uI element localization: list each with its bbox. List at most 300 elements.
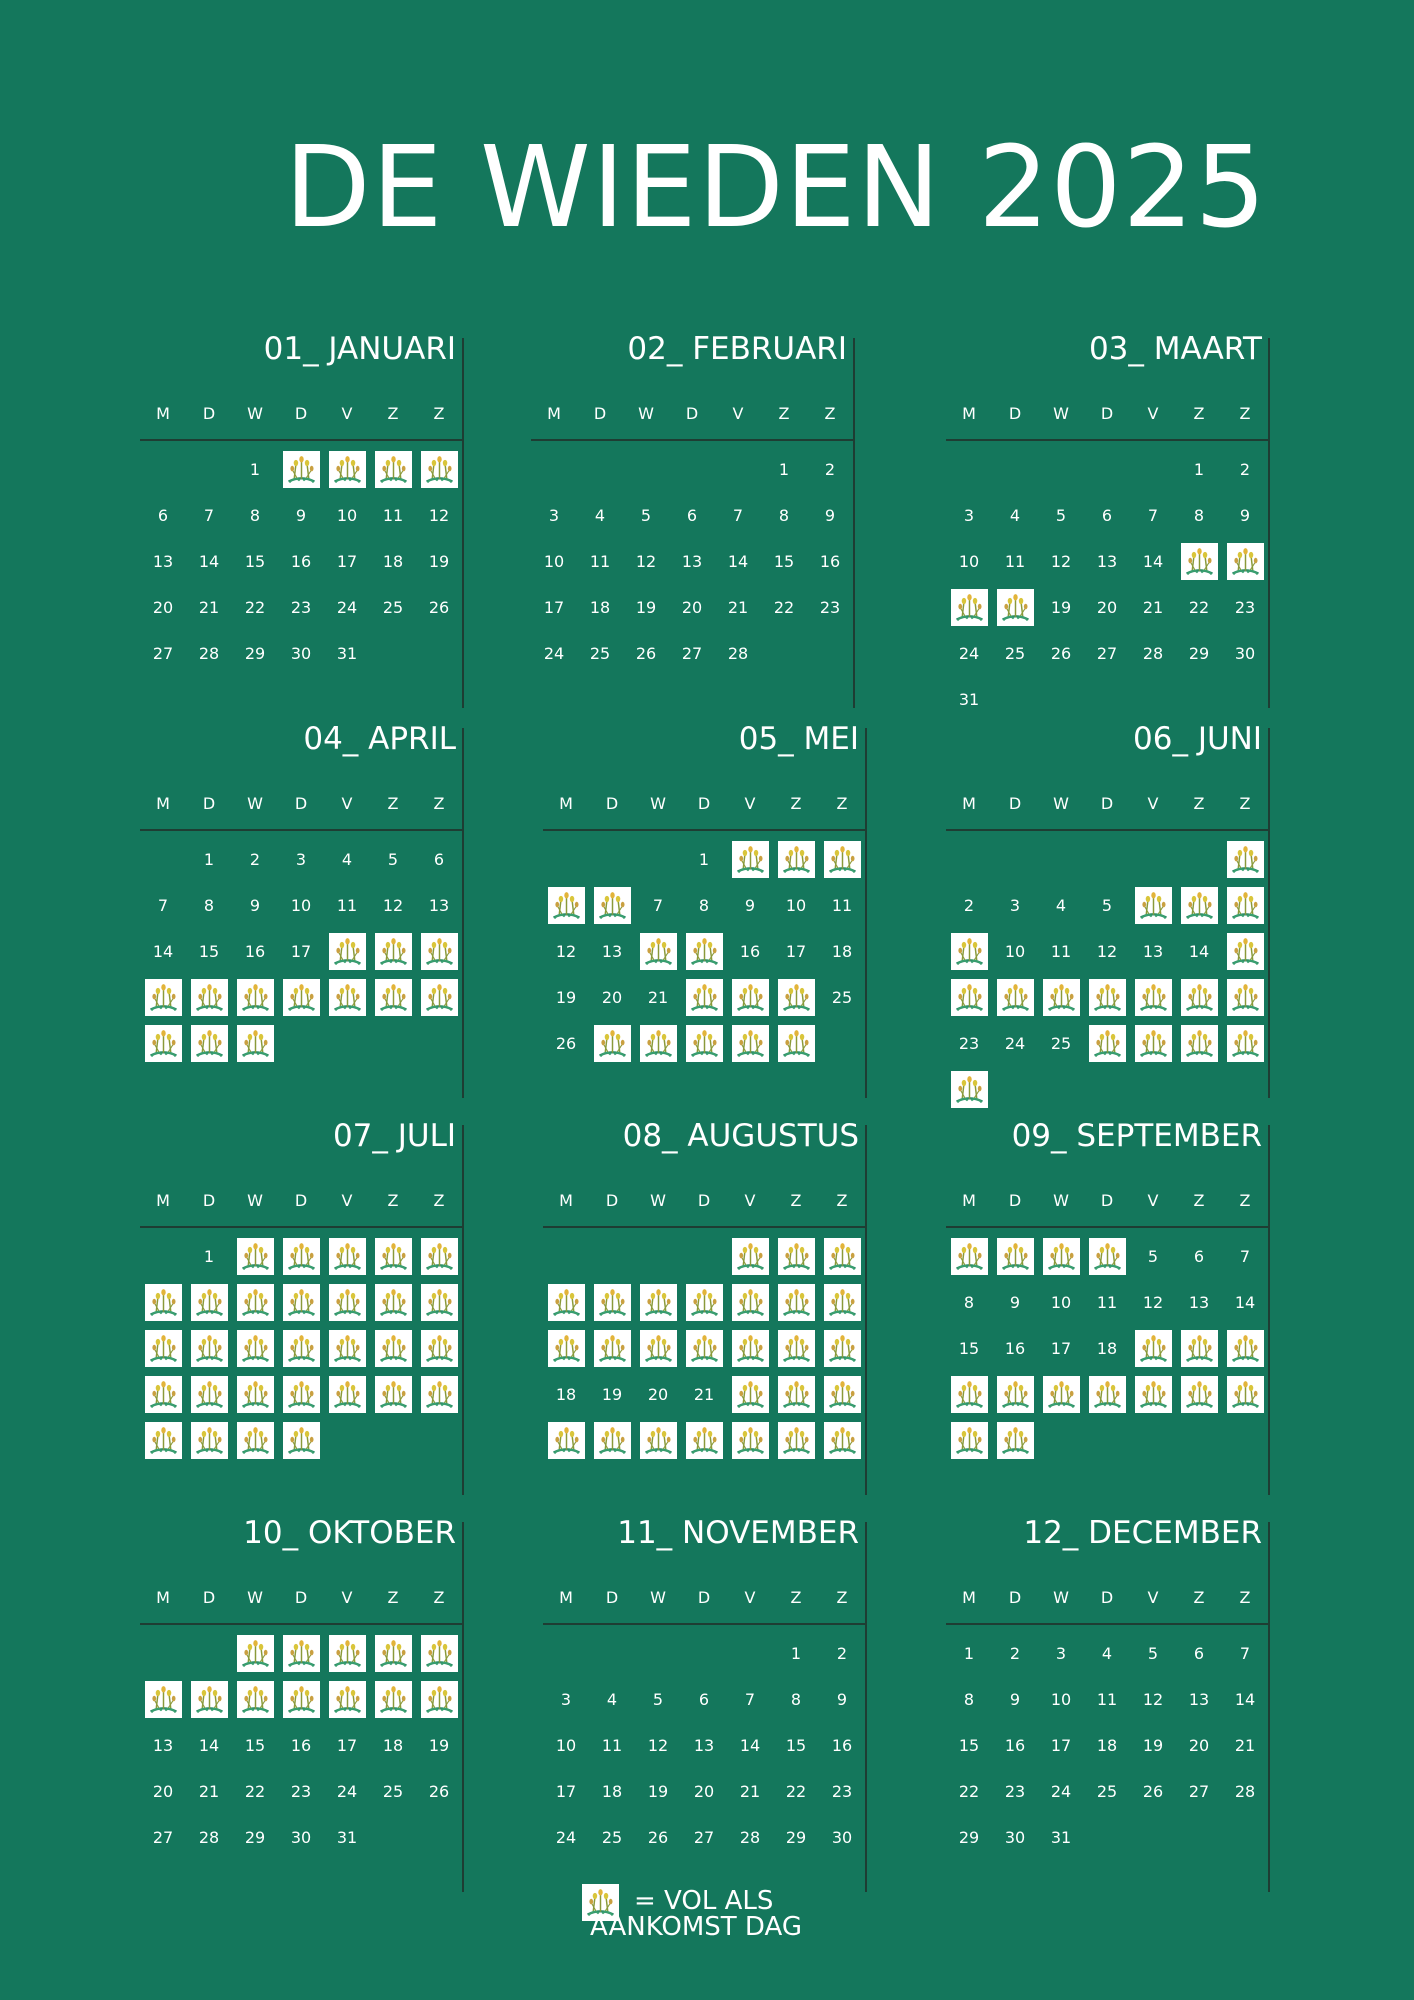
day-number: 20 [152, 1781, 174, 1801]
weekday-header: W [247, 794, 263, 813]
day-number: 15 [244, 551, 266, 571]
weekday-header-row [543, 1588, 867, 1608]
day-grid [946, 836, 1270, 1106]
full-day-marker [416, 446, 462, 492]
full-day-marker [140, 1279, 186, 1325]
weekday-header: D [1008, 404, 1022, 423]
day-number: 19 [428, 1735, 450, 1755]
day-number: 25 [1096, 1781, 1118, 1801]
day-number: 19 [1142, 1735, 1164, 1755]
day-number: 24 [1004, 1033, 1026, 1053]
full-day-marker [232, 1371, 278, 1417]
flower-marker-icon [191, 1330, 228, 1367]
flower-marker-icon [997, 979, 1034, 1016]
full-day-marker [1222, 1020, 1268, 1066]
day-number: 27 [152, 1827, 174, 1847]
full-day-marker [186, 1371, 232, 1417]
day-number: 12 [1050, 551, 1072, 571]
weekday-header: Z [778, 404, 790, 423]
weekday-header: W [638, 404, 654, 423]
weekday-header: Z [1239, 1588, 1251, 1607]
weekday-header: Z [836, 794, 848, 813]
full-day-marker [946, 1417, 992, 1463]
full-day-marker [1222, 538, 1268, 584]
day-number: 14 [152, 941, 174, 961]
day-number: 19 [555, 987, 577, 1007]
flower-marker-icon [778, 1025, 815, 1062]
full-day-marker [278, 1279, 324, 1325]
day-grid [531, 446, 855, 716]
full-day-marker [1130, 1371, 1176, 1417]
flower-marker-icon [997, 589, 1034, 626]
full-day-marker [232, 1020, 278, 1066]
flower-marker-icon [778, 1238, 815, 1275]
day-number: 21 [198, 597, 220, 617]
full-day-marker [727, 1325, 773, 1371]
day-number: 10 [1004, 941, 1026, 961]
day-number: 3 [1009, 895, 1021, 915]
flower-marker-icon [1089, 1238, 1126, 1275]
flower-marker-icon [1181, 887, 1218, 924]
weekday-header-row [946, 404, 1270, 424]
full-day-marker [773, 1417, 819, 1463]
day-number: 19 [428, 551, 450, 571]
flower-marker-icon [145, 1376, 182, 1413]
flower-marker-icon [824, 1422, 861, 1459]
flower-marker-icon [951, 1422, 988, 1459]
day-number: 11 [589, 551, 611, 571]
day-number: 18 [601, 1781, 623, 1801]
day-number: 20 [681, 597, 703, 617]
day-number: 26 [428, 1781, 450, 1801]
flower-marker-icon [421, 933, 458, 970]
header-rule [946, 829, 1270, 831]
day-number: 24 [555, 1827, 577, 1847]
flower-marker-icon [375, 1376, 412, 1413]
day-number: 9 [295, 505, 307, 525]
day-grid [140, 446, 464, 716]
day-number: 28 [727, 643, 749, 663]
day-number: 22 [773, 597, 795, 617]
weekday-header: D [605, 794, 619, 813]
day-number: 19 [1050, 597, 1072, 617]
weekday-header: Z [824, 404, 836, 423]
day-number: 17 [1050, 1338, 1072, 1358]
weekday-header: Z [1239, 1191, 1251, 1210]
flower-marker-icon [145, 1681, 182, 1718]
weekday-header: D [294, 404, 308, 423]
day-number: 11 [1004, 551, 1026, 571]
weekday-header: D [605, 1191, 619, 1210]
flower-marker-icon [191, 1681, 228, 1718]
flower-marker-icon [283, 1330, 320, 1367]
flower-marker-icon [375, 1284, 412, 1321]
full-day-marker [1176, 882, 1222, 928]
flower-marker-icon [997, 1422, 1034, 1459]
full-day-marker [370, 1279, 416, 1325]
full-day-marker [370, 1630, 416, 1676]
weekday-header: M [156, 1191, 170, 1210]
flower-marker-icon [329, 1284, 366, 1321]
weekday-header: D [294, 1588, 308, 1607]
day-grid [946, 1630, 1270, 1900]
full-day-marker [186, 1417, 232, 1463]
full-day-marker [416, 1630, 462, 1676]
flower-marker-icon [548, 1422, 585, 1459]
full-day-marker [1130, 1020, 1176, 1066]
weekday-header: D [1008, 1191, 1022, 1210]
weekday-header: D [605, 1588, 619, 1607]
day-number: 9 [1239, 505, 1251, 525]
day-number: 1 [963, 1643, 975, 1663]
flower-marker-icon [421, 1330, 458, 1367]
flower-marker-icon [1089, 979, 1126, 1016]
full-day-marker [140, 1371, 186, 1417]
day-number: 5 [652, 1689, 664, 1709]
flower-marker-icon [548, 887, 585, 924]
flower-marker-icon [375, 933, 412, 970]
weekday-header: Z [387, 404, 399, 423]
flower-marker-icon [686, 1284, 723, 1321]
day-number: 27 [152, 643, 174, 663]
flower-marker-icon [283, 1238, 320, 1275]
flower-marker-icon [686, 979, 723, 1016]
day-number: 3 [548, 505, 560, 525]
flower-marker-icon [594, 1330, 631, 1367]
flower-marker-icon [375, 1238, 412, 1275]
day-number: 28 [198, 643, 220, 663]
flower-marker-icon [594, 1284, 631, 1321]
full-day-marker [140, 1325, 186, 1371]
day-number: 7 [744, 1689, 756, 1709]
day-number: 18 [555, 1384, 577, 1404]
weekday-header: Z [387, 1588, 399, 1607]
day-number: 8 [203, 895, 215, 915]
header-rule [543, 1623, 867, 1625]
weekday-header: V [1147, 1588, 1159, 1607]
flower-marker-icon [1135, 979, 1172, 1016]
flower-marker-icon [686, 1025, 723, 1062]
flower-marker-icon [237, 1681, 274, 1718]
month-title: 05_ MEI [738, 721, 859, 757]
header-rule [531, 439, 855, 441]
weekday-header: D [1100, 1191, 1114, 1210]
day-number: 13 [1142, 941, 1164, 961]
full-day-marker [232, 974, 278, 1020]
header-rule [140, 439, 464, 441]
flower-marker-icon [283, 451, 320, 488]
flower-marker-icon [951, 1376, 988, 1413]
flower-marker-icon [191, 1376, 228, 1413]
full-day-marker [1038, 974, 1084, 1020]
day-number: 16 [1004, 1735, 1026, 1755]
flower-marker-icon [951, 1238, 988, 1275]
flower-marker-icon [640, 1330, 677, 1367]
day-number: 11 [1096, 1292, 1118, 1312]
day-number: 28 [1142, 643, 1164, 663]
month-title: 01_ JANUARI [263, 331, 456, 367]
flower-marker-icon [548, 1330, 585, 1367]
weekday-header-row [140, 794, 464, 814]
flower-marker-icon [778, 1422, 815, 1459]
flower-marker-icon [237, 1422, 274, 1459]
day-number: 10 [1050, 1292, 1072, 1312]
day-number: 19 [601, 1384, 623, 1404]
weekday-header: W [650, 794, 666, 813]
day-number: 14 [1142, 551, 1164, 571]
weekday-header: Z [1193, 1588, 1205, 1607]
flower-marker-icon [191, 1422, 228, 1459]
day-number: 4 [1055, 895, 1067, 915]
flower-marker-icon [283, 1284, 320, 1321]
weekday-header: M [962, 1588, 976, 1607]
flower-marker-icon [421, 1376, 458, 1413]
day-number: 21 [1234, 1735, 1256, 1755]
day-number: 2 [836, 1643, 848, 1663]
day-number: 17 [555, 1781, 577, 1801]
full-day-marker [324, 928, 370, 974]
day-number: 15 [958, 1735, 980, 1755]
day-number: 29 [958, 1827, 980, 1847]
full-day-marker [819, 1325, 865, 1371]
weekday-header: Z [790, 794, 802, 813]
weekday-header: D [1100, 1588, 1114, 1607]
day-number: 22 [244, 1781, 266, 1801]
full-day-marker [727, 1233, 773, 1279]
full-day-marker [416, 1279, 462, 1325]
day-number: 30 [290, 643, 312, 663]
day-number: 3 [560, 1689, 572, 1709]
day-number: 12 [1142, 1689, 1164, 1709]
day-number: 21 [198, 1781, 220, 1801]
flower-marker-icon [283, 1376, 320, 1413]
weekday-header: V [744, 794, 756, 813]
weekday-header: D [697, 1191, 711, 1210]
day-number: 18 [382, 551, 404, 571]
day-number: 5 [1101, 895, 1113, 915]
weekday-header-row [946, 794, 1270, 814]
day-number: 25 [1004, 643, 1026, 663]
day-number: 19 [635, 597, 657, 617]
day-number: 25 [382, 597, 404, 617]
flower-marker-icon [1227, 979, 1264, 1016]
day-grid [543, 1630, 867, 1900]
flower-marker-icon [237, 1238, 274, 1275]
weekday-header-row [140, 404, 464, 424]
flower-marker-icon [283, 1635, 320, 1672]
flower-marker-icon [1043, 1376, 1080, 1413]
day-number: 30 [290, 1827, 312, 1847]
full-day-marker [232, 1676, 278, 1722]
full-day-marker [1176, 1371, 1222, 1417]
full-day-marker [278, 1325, 324, 1371]
day-number: 29 [1188, 643, 1210, 663]
day-number: 26 [1050, 643, 1072, 663]
full-day-marker [946, 1371, 992, 1417]
month-title: 07_ JULI [332, 1118, 456, 1154]
day-number: 14 [198, 1735, 220, 1755]
full-day-marker [589, 882, 635, 928]
day-number: 16 [244, 941, 266, 961]
full-day-marker [727, 1020, 773, 1066]
full-day-marker [727, 1417, 773, 1463]
day-grid [140, 1630, 464, 1900]
flower-marker-icon [778, 841, 815, 878]
day-number: 16 [290, 1735, 312, 1755]
weekday-header: M [156, 404, 170, 423]
day-number: 23 [1004, 1781, 1026, 1801]
day-number: 6 [1193, 1246, 1205, 1266]
day-number: 5 [1147, 1246, 1159, 1266]
day-number: 7 [1147, 505, 1159, 525]
weekday-header: Z [836, 1588, 848, 1607]
day-number: 5 [640, 505, 652, 525]
full-day-marker [992, 974, 1038, 1020]
month-title: 02_ FEBRUARI [627, 331, 847, 367]
weekday-header: W [1053, 1191, 1069, 1210]
flower-marker-icon [732, 1422, 769, 1459]
full-day-marker [232, 1325, 278, 1371]
day-number: 23 [290, 1781, 312, 1801]
full-day-marker [416, 928, 462, 974]
full-day-marker [727, 1371, 773, 1417]
day-number: 8 [963, 1292, 975, 1312]
weekday-header: V [341, 1588, 353, 1607]
day-number: 11 [601, 1735, 623, 1755]
full-day-marker [543, 1279, 589, 1325]
day-number: 14 [1234, 1292, 1256, 1312]
weekday-header: Z [790, 1191, 802, 1210]
flower-marker-icon [824, 1376, 861, 1413]
flower-marker-icon [237, 1284, 274, 1321]
flower-marker-icon [1227, 1376, 1264, 1413]
day-number: 1 [203, 849, 215, 869]
flower-marker-icon [1181, 1330, 1218, 1367]
flower-marker-icon [732, 979, 769, 1016]
weekday-header: M [962, 794, 976, 813]
full-day-marker [324, 446, 370, 492]
day-number: 18 [1096, 1338, 1118, 1358]
day-number: 29 [244, 643, 266, 663]
full-day-marker [232, 1630, 278, 1676]
full-day-marker [589, 1279, 635, 1325]
full-day-marker [370, 1325, 416, 1371]
full-day-marker [589, 1325, 635, 1371]
full-day-marker [773, 1325, 819, 1371]
day-number: 8 [249, 505, 261, 525]
full-day-marker [370, 928, 416, 974]
day-number: 24 [543, 643, 565, 663]
flower-marker-icon [237, 1025, 274, 1062]
weekday-header: D [1008, 794, 1022, 813]
full-day-marker [992, 1371, 1038, 1417]
full-day-marker [819, 1233, 865, 1279]
day-number: 16 [831, 1735, 853, 1755]
header-rule [140, 829, 464, 831]
weekday-header: D [294, 794, 308, 813]
day-number: 15 [773, 551, 795, 571]
full-day-marker [278, 1630, 324, 1676]
full-day-marker [232, 1279, 278, 1325]
day-number: 25 [601, 1827, 623, 1847]
flower-marker-icon [329, 451, 366, 488]
flower-marker-icon [375, 979, 412, 1016]
month-title: 06_ JUNI [1133, 721, 1262, 757]
day-number: 25 [589, 643, 611, 663]
full-day-marker [186, 1020, 232, 1066]
full-day-marker [543, 1325, 589, 1371]
day-number: 24 [958, 643, 980, 663]
flower-marker-icon [329, 933, 366, 970]
full-day-marker [635, 928, 681, 974]
day-number: 29 [244, 1827, 266, 1847]
full-day-marker [589, 1020, 635, 1066]
day-number: 28 [1234, 1781, 1256, 1801]
full-day-marker [1222, 882, 1268, 928]
weekday-header: D [202, 404, 216, 423]
day-number: 31 [1050, 1827, 1072, 1847]
day-number: 2 [963, 895, 975, 915]
day-number: 14 [1188, 941, 1210, 961]
day-grid [946, 446, 1270, 716]
full-day-marker [140, 1417, 186, 1463]
month-title: 04_ APRIL [303, 721, 456, 757]
day-number: 13 [1188, 1689, 1210, 1709]
day-number: 6 [433, 849, 445, 869]
weekday-header: Z [433, 1191, 445, 1210]
full-day-marker [773, 1233, 819, 1279]
flower-marker-icon [640, 1422, 677, 1459]
flower-marker-icon [145, 1025, 182, 1062]
day-number: 11 [1050, 941, 1072, 961]
day-number: 20 [1188, 1735, 1210, 1755]
full-day-marker [773, 836, 819, 882]
day-number: 10 [1050, 1689, 1072, 1709]
flower-marker-icon [1227, 1025, 1264, 1062]
flower-marker-icon [686, 933, 723, 970]
day-number: 8 [698, 895, 710, 915]
full-day-marker [186, 1676, 232, 1722]
weekday-header: Z [1193, 794, 1205, 813]
full-day-marker [1222, 974, 1268, 1020]
full-day-marker [681, 928, 727, 974]
flower-marker-icon [1043, 1238, 1080, 1275]
day-number: 16 [290, 551, 312, 571]
day-number: 6 [1193, 1643, 1205, 1663]
day-number: 5 [1055, 505, 1067, 525]
flower-marker-icon [191, 1025, 228, 1062]
full-day-marker [370, 974, 416, 1020]
day-number: 31 [958, 689, 980, 709]
day-number: 22 [785, 1781, 807, 1801]
full-day-marker [819, 1417, 865, 1463]
day-number: 20 [693, 1781, 715, 1801]
day-number: 23 [290, 597, 312, 617]
day-number: 27 [1096, 643, 1118, 663]
flower-marker-icon [421, 1284, 458, 1321]
day-number: 7 [732, 505, 744, 525]
weekday-header: D [1100, 794, 1114, 813]
day-number: 13 [152, 1735, 174, 1755]
day-number: 1 [778, 459, 790, 479]
legend-line-1: = VOL ALS [634, 1886, 774, 1916]
weekday-header: D [202, 1191, 216, 1210]
full-day-marker [278, 1676, 324, 1722]
full-day-marker [1176, 974, 1222, 1020]
day-number: 23 [831, 1781, 853, 1801]
flower-marker-icon [191, 979, 228, 1016]
weekday-header: D [202, 794, 216, 813]
